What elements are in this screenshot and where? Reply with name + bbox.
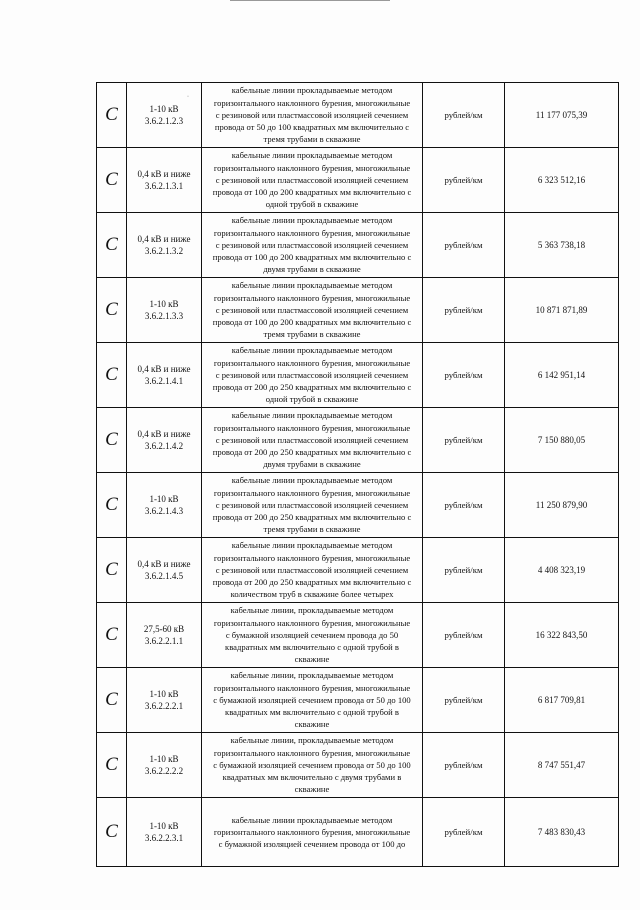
top-rule [230, 0, 390, 1]
price-cell: 6 817 709,81 [505, 668, 619, 733]
description-line: горизонтального наклонного бурения, многожильные [213, 617, 411, 628]
description-line: с резиновой или пластмассовой изоляцией сечением [215, 109, 409, 120]
price-cell: 6 323 512,16 [505, 148, 619, 213]
description-line: тремя трубами в скважине [263, 134, 361, 145]
unit-cell: рублей/км [423, 668, 505, 733]
description-line: кабельные линии прокладываемые методом [231, 814, 393, 825]
description-line: горизонтального наклонного бурения, многожильные [213, 162, 411, 173]
description-line: с бумажной изоляцией сечением провода от 50 до 100 [213, 694, 411, 705]
category-cell: С [97, 798, 127, 867]
item-code: 3.6.2.1.3.3 [144, 311, 184, 321]
table-row [97, 473, 619, 538]
description-line: кабельные линии, прокладываемые методом [230, 670, 394, 681]
description-line: провода от 100 до 200 квадратных мм включительно с [212, 187, 412, 198]
voltage-code-cell [127, 83, 202, 148]
table-row [97, 278, 619, 343]
description-line: горизонтального наклонного бурения, многожильные [213, 357, 411, 368]
unit-cell: рублей/км [423, 148, 505, 213]
tariff-table-body [97, 83, 619, 867]
description-line: скважине [294, 654, 330, 665]
voltage-label: 1-10 кВ [149, 754, 179, 764]
description-line: горизонтального наклонного бурения, многожильные [213, 552, 411, 563]
description-line: горизонтального наклонного бурения, многожильные [213, 682, 411, 693]
description-line: с резиновой или пластмассовой изоляцией сечением [215, 304, 409, 315]
description-line: двумя трубами в скважине [263, 459, 361, 470]
description-line: с бумажной изоляцией сечением провода от 50 до 100 [213, 759, 411, 770]
description-line: с резиновой или пластмассовой изоляцией сечением [215, 564, 409, 575]
description-line: провода от 200 до 250 квадратных мм включительно с [212, 382, 412, 393]
voltage-label: 0,4 кВ и ниже [137, 429, 191, 439]
description-line: одной трубой в скважине [265, 199, 359, 210]
description-line: количеством труб в скважине более четырех [230, 589, 394, 600]
description-line: одной трубой в скважине [265, 394, 359, 405]
description-cell [202, 148, 423, 213]
description-line: с резиновой или пластмассовой изоляцией сечением [215, 499, 409, 510]
item-code: 3.6.2.2.1.1 [144, 636, 184, 646]
item-code: 3.6.2.2.3.1 [144, 833, 184, 843]
description-line: горизонтального наклонного бурения, многожильные [213, 747, 411, 758]
description-line: кабельные линии прокладываемые методом [231, 280, 393, 291]
category-cell: С [97, 213, 127, 278]
voltage-code-cell [127, 213, 202, 278]
table-row [97, 668, 619, 733]
table-row [97, 343, 619, 408]
voltage-label: 1-10 кВ [149, 104, 179, 114]
voltage-code-cell [127, 603, 202, 668]
description-cell [202, 668, 423, 733]
price-cell: 11 250 879,90 [505, 473, 619, 538]
description-line: кабельные линии прокладываемые методом [231, 540, 393, 551]
description-line: квадратных мм включительно с одной трубой в [225, 707, 399, 718]
category-cell: С [97, 603, 127, 668]
item-code: 3.6.2.1.3.1 [144, 181, 184, 191]
description-line: с бумажной изоляцией сечением провода от 100 до [218, 839, 406, 850]
item-code: 3.6.2.1.4.5 [144, 571, 184, 581]
table-row [97, 213, 619, 278]
category-cell: С [97, 538, 127, 603]
description-cell [202, 798, 423, 867]
description-line: провода от 100 до 200 квадратных мм включительно с [212, 317, 412, 328]
description-line: с бумажной изоляцией сечением провода до 50 [225, 629, 399, 640]
item-code: 3.6.2.1.2.3 [144, 116, 184, 126]
description-cell [202, 473, 423, 538]
description-line: двумя трубами в скважине [263, 264, 361, 275]
category-cell: С [97, 473, 127, 538]
item-code: 3.6.2.1.4.3 [144, 506, 184, 516]
voltage-label: 0,4 кВ и ниже [137, 559, 191, 569]
description-line: тремя трубами в скважине [263, 524, 361, 535]
description-cell [202, 83, 423, 148]
description-line: кабельные линии прокладываемые методом [231, 410, 393, 421]
unit-cell: рублей/км [423, 278, 505, 343]
voltage-label: 0,4 кВ и ниже [137, 169, 191, 179]
description-line: кабельные линии прокладываемые методом [231, 215, 393, 226]
price-cell: 8 747 551,47 [505, 733, 619, 798]
price-cell: 16 322 843,50 [505, 603, 619, 668]
price-cell: 4 408 323,19 [505, 538, 619, 603]
voltage-code-cell [127, 343, 202, 408]
unit-cell: рублей/км [423, 798, 505, 867]
description-line: провода от 200 до 250 квадратных мм включительно с [212, 512, 412, 523]
description-cell [202, 538, 423, 603]
item-code: 3.6.2.1.3.2 [144, 246, 184, 256]
description-line: провода от 200 до 250 квадратных мм включительно с [212, 577, 412, 588]
voltage-label: 27,5-60 кВ [143, 624, 185, 634]
description-line: с резиновой или пластмассовой изоляцией сечением [215, 239, 409, 250]
description-line: горизонтального наклонного бурения, многожильные [213, 227, 411, 238]
unit-cell: рублей/км [423, 473, 505, 538]
voltage-code-cell [127, 798, 202, 867]
price-cell: 7 483 830,43 [505, 798, 619, 867]
description-line: горизонтального наклонного бурения, многожильные [213, 97, 411, 108]
voltage-code-cell [127, 473, 202, 538]
description-line: кабельные линии, прокладываемые методом [230, 605, 394, 616]
description-line: кабельные линии, прокладываемые методом [230, 735, 394, 746]
category-cell: С [97, 733, 127, 798]
description-line: тремя трубами в скважине [263, 329, 361, 340]
table-row [97, 603, 619, 668]
tariff-table [96, 82, 619, 867]
unit-cell: рублей/км [423, 213, 505, 278]
unit-cell: рублей/км [423, 603, 505, 668]
price-cell: 10 871 871,89 [505, 278, 619, 343]
table-row [97, 733, 619, 798]
voltage-code-cell [127, 733, 202, 798]
description-line: скважине [294, 719, 330, 730]
table-row [97, 148, 619, 213]
description-line: квадратных мм включительно с двумя трубами в [222, 772, 402, 783]
description-cell [202, 343, 423, 408]
description-line: скважине [294, 784, 330, 795]
unit-cell: рублей/км [423, 733, 505, 798]
voltage-label: 0,4 кВ и ниже [137, 234, 191, 244]
description-line: горизонтального наклонного бурения, многожильные [213, 826, 411, 837]
description-line: горизонтального наклонного бурения, многожильные [213, 422, 411, 433]
price-cell: 5 363 738,18 [505, 213, 619, 278]
description-line: с резиновой или пластмассовой изоляцией сечением [215, 369, 409, 380]
voltage-code-cell [127, 148, 202, 213]
voltage-label: 1-10 кВ [149, 689, 179, 699]
description-line: провода от 50 до 100 квадратных мм включительно с [214, 122, 410, 133]
voltage-code-cell [127, 408, 202, 473]
table-row [97, 798, 619, 867]
unit-cell: рублей/км [423, 408, 505, 473]
description-line: с резиновой или пластмассовой изоляцией сечением [215, 174, 409, 185]
description-cell [202, 408, 423, 473]
voltage-label: 1-10 кВ [149, 299, 179, 309]
voltage-code-cell [127, 668, 202, 733]
category-cell: С [97, 83, 127, 148]
table-row [97, 408, 619, 473]
description-line: квадратных мм включительно с одной трубой в [225, 642, 399, 653]
category-cell: С [97, 278, 127, 343]
category-cell: С [97, 408, 127, 473]
description-line: провода от 100 до 200 квадратных мм включительно с [212, 252, 412, 263]
table-row [97, 83, 619, 148]
description-cell [202, 213, 423, 278]
description-line: горизонтального наклонного бурения, многожильные [213, 292, 411, 303]
price-cell: 6 142 951,14 [505, 343, 619, 408]
voltage-label: 1-10 кВ [149, 494, 179, 504]
description-line: с резиновой или пластмассовой изоляцией сечением [215, 434, 409, 445]
voltage-label: 1-10 кВ [149, 821, 179, 831]
price-cell: 7 150 880,05 [505, 408, 619, 473]
unit-cell: рублей/км [423, 343, 505, 408]
item-code: 3.6.2.2.2.1 [144, 701, 184, 711]
price-cell: 11 177 075,39 [505, 83, 619, 148]
category-cell: С [97, 668, 127, 733]
voltage-code-cell [127, 538, 202, 603]
category-cell: С [97, 343, 127, 408]
description-line: горизонтального наклонного бурения, многожильные [213, 487, 411, 498]
page-mark: · [187, 94, 189, 100]
item-code: 3.6.2.1.4.2 [144, 441, 184, 451]
item-code: 3.6.2.2.2.2 [144, 766, 184, 776]
voltage-code-cell [127, 278, 202, 343]
description-line: кабельные линии прокладываемые методом [231, 85, 393, 96]
description-line: кабельные линии прокладываемые методом [231, 150, 393, 161]
voltage-label: 0,4 кВ и ниже [137, 364, 191, 374]
table-row [97, 538, 619, 603]
description-line: кабельные линии прокладываемые методом [231, 475, 393, 486]
unit-cell: рублей/км [423, 83, 505, 148]
description-cell [202, 278, 423, 343]
description-line: кабельные линии прокладываемые методом [231, 345, 393, 356]
category-cell: С [97, 148, 127, 213]
description-line: провода от 200 до 250 квадратных мм включительно с [212, 447, 412, 458]
unit-cell: рублей/км [423, 538, 505, 603]
description-cell [202, 733, 423, 798]
description-cell [202, 603, 423, 668]
item-code: 3.6.2.1.4.1 [144, 376, 184, 386]
